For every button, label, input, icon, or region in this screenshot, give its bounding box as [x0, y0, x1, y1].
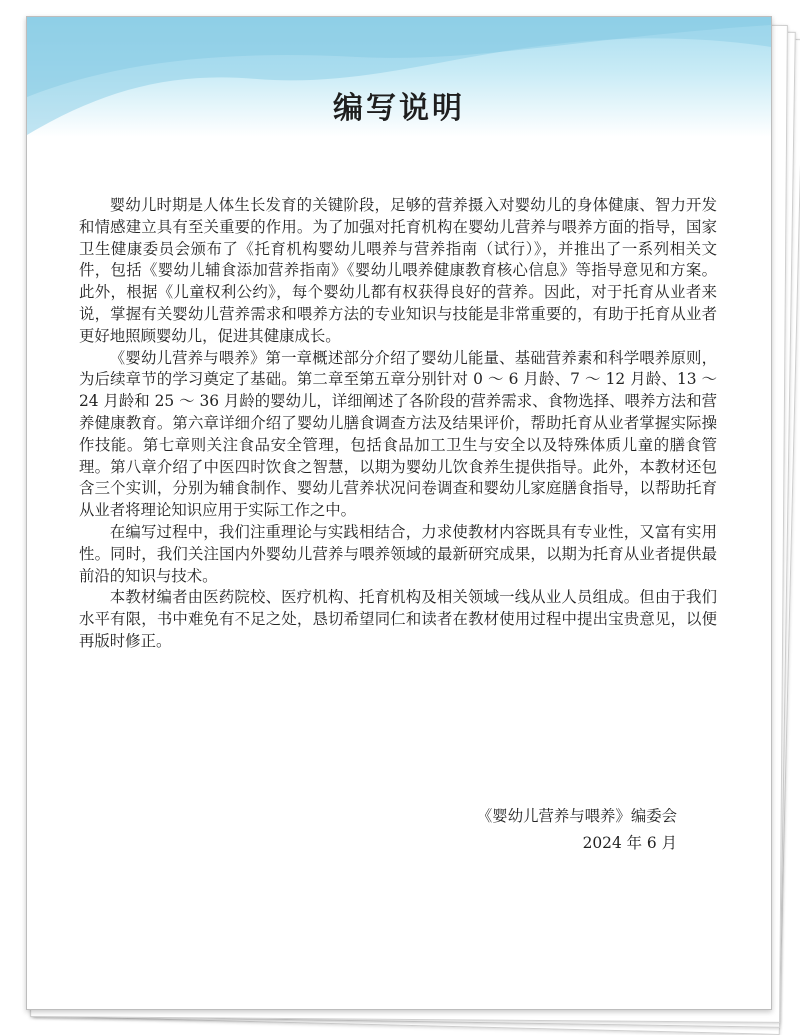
signature-date: 2024 年 6 月: [582, 834, 677, 852]
signature-block: [477, 803, 677, 857]
paragraph-1: 婴幼儿时期是人体生长发育的关键阶段，足够的营养摄入对婴幼儿的身体健康、智力开发和情感建立具有至关重要的作用。为了加强对托育机构在婴幼儿营养与喂养方面的指导，国家卫生健康委员会颁布了《托育机构婴幼儿喂养与营养指南（试行）》，并推出了一系列相关文件，包括《婴幼儿辅食添加营养指南》《婴幼儿喂养健康教育核心信息》等指导意见和方案。此外，根据《儿童权利公约》，每个婴幼儿都有权获得良好的营养。因此，对于托育从业者来说，掌握有关婴幼儿营养需求和喂养方法的专业知识与技能是非常重要的，有助于托育从业者更好地照顾婴幼儿，促进其健康成长。: [79, 196, 717, 345]
paragraph-3: 在编写过程中，我们注重理论与实践相结合，力求使教材内容既具有专业性，又富有实用性。同时，我们关注国内外婴幼儿营养与喂养领域的最新研究成果，以期为托育从业者提供最前沿的知识与技术。: [79, 522, 717, 585]
page-title: 编写说明: [333, 91, 465, 126]
paragraph-2: 《婴幼儿营养与喂养》第一章概述部分介绍了婴幼儿能量、基础营养素和科学喂养原则，为后续章节的学习奠定了基础。第二章至第五章分别针对 0 ～ 6 月龄、7 ～ 12 月龄、13 ～ 24 月龄和 25 ～ 36 月龄的婴幼儿，详细阐述了各阶段的营养需求、食物选择、喂养方法和营养健康教育。第六章详细介绍了婴幼儿膳食调查方法及结果评价，帮助托育从业者掌握实际操作技能。第七章则关注食品安全管理，包括食品加工卫生与安全以及特殊体质儿童的膳食管理。第八章介绍了中医四时饮食之智慧，以期为婴幼儿饮食养生提供指导。此外，本教材还包含三个实训，分别为辅食制作、婴幼儿营养状况问卷调查和婴幼儿家庭膳食指导，以帮助托育从业者将理论知识应用于实际工作之中。: [79, 348, 717, 520]
header-wave-decoration: [27, 17, 771, 147]
paragraph-4: 本教材编者由医药院校、医疗机构、托育机构及相关领域一线从业人员组成。但由于我们水平有限，书中难免有不足之处，恳切希望同仁和读者在教材使用过程中提出宝贵意见，以便再版时修正。: [79, 588, 717, 650]
signature-editor: 《婴幼儿营养与喂养》编委会: [476, 807, 677, 825]
body-text: [79, 195, 717, 653]
document-page: [26, 16, 772, 1010]
